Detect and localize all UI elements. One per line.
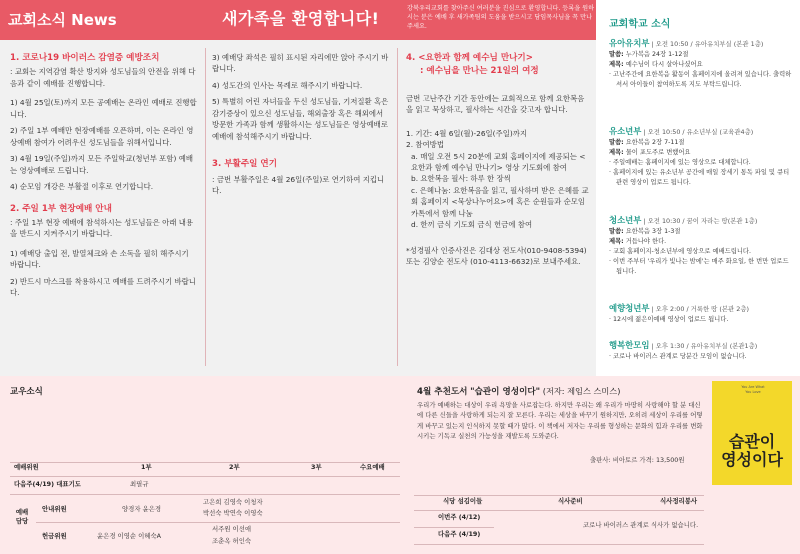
book-label: 4월 추천도서: [417, 387, 468, 397]
table-rule: [10, 462, 400, 463]
list-item: 5) 특별히 어린 자녀들을 두신 성도님들, 기저질환 혹은 감기증상이 있으신 성도님들, 해외출장 혹은 해외에서 방문한 가족과 함께 생활하시는 성도님들은 영상예배로 예배에 참석해주시기 바랍니다.: [212, 97, 389, 141]
school-group: [609, 339, 795, 362]
section-heading: 1. 코로나19 바이러스 감염증 예방조치: [10, 53, 160, 63]
cover-title-line: 습관이: [728, 432, 776, 451]
group-name: 예향청년부: [609, 303, 650, 313]
line-label: 제목:: [609, 61, 624, 69]
row-label: 안내위원: [42, 505, 67, 513]
section-intro: : 주일 1부 현장 예배에 참석하시는 성도님들은 아래 내용을 반드시 지켜주시기 바랍니다.: [10, 217, 194, 239]
line-text: · 이번 주부터 '우리가 빛나는 밤에'는 매주 화요일, 한 번만 업로드 됩니다.: [609, 258, 789, 276]
book-description: 우리가 예배하는 대상이 우리 욕망을 사로잡는다. 하지만 우리는 왜 우리가 마땅히 사랑해야 할 분 대신에 다른 신들을 사랑하게 되는지 잘 모른다. 우리는 세상을 바꾸기 원하지만, 오히려 세상이 우리를 어떻게 바꾸고 있는지 인식하지 못할 때가 많다. 이 책에서 저자는 우리를 형성하는 문화의 힘과 우리를 변화시키는 기독교 실천의 가능성을 재발도록 도와준다.: [417, 401, 703, 440]
period-line: 1. 기간: 4월 6일(월)-26일(주일)까지: [406, 128, 527, 138]
list-item: d. 한끼 금식 기도회 금식 헌금에 참여: [411, 220, 533, 230]
table-rule: [10, 476, 400, 477]
line-text: · 주일예배는 홈페이지에 있는 영상으로 대체합니다.: [609, 159, 751, 167]
group-info: | 오전 10:50 / 유아유치부실 (본관 1층): [651, 40, 764, 48]
news-column-1: [10, 52, 198, 304]
line-text: 요한복음 2장 7-11절: [623, 139, 685, 147]
school-group: [609, 125, 795, 188]
line-text: · 12시에 젊은이예배 영상이 업로드 됩니다.: [609, 316, 729, 324]
section-heading: 3. 부활주일 연기: [212, 159, 278, 170]
meal-note: 코로나 바이러스 관계로 식사가 없습니다.: [583, 521, 699, 529]
section-subheading: : 예수님을 만나는 21일의 여정: [420, 66, 539, 77]
column-divider: [205, 48, 206, 366]
group-name: 유소년부: [609, 126, 642, 136]
method-line: 2. 참여방법: [406, 140, 444, 150]
table-header: 예배위원: [14, 463, 39, 471]
table-header: 2부: [229, 463, 240, 471]
book-publisher: 출판사: 비아토르 가격: 13,500원: [590, 456, 685, 464]
line-text: 누가복음 24장 1-12절: [623, 51, 689, 59]
list-item: c. 은혜나눔: 요한복음을 읽고, 필사하며 받은 은혜를 교회 홈페이지 <묵상나누어요>에 혹은 순원들과 순모임 카톡에서 함께 나눔: [411, 185, 589, 218]
section-heading: 2. 주일 1부 현장예배 안내: [10, 203, 112, 214]
line-label: 제목:: [609, 238, 624, 246]
line-text: · 홈페이지에 있는 유소년부 공간에 매일 장세기 통독 파일 및 큐티 관련 영상이 업로드 됩니다.: [609, 169, 790, 187]
table-rule: [414, 495, 704, 496]
line-text: 물이 포도주로 변했어요: [623, 149, 691, 157]
offering-names: 서주원 이선애: [212, 525, 252, 533]
line-label: 말씀:: [609, 51, 624, 59]
table-rule: [36, 522, 400, 523]
school-group: [609, 302, 795, 325]
list-item: 2) 반드시 마스크를 착용하시고 예배를 드려주시기 바랍니다.: [10, 276, 196, 298]
book-author: (저자: 제임스 스미스): [540, 386, 621, 396]
table-header: 1부: [141, 463, 152, 471]
line-label: 제목:: [609, 149, 624, 157]
offering-names: 조춘옥 허인숙: [212, 537, 252, 545]
school-group: [609, 214, 795, 277]
table-rule: [10, 494, 400, 495]
list-item: 4) 성도간의 인사는 목례로 해주시기 바랍니다.: [212, 80, 363, 90]
book-cover-image: [712, 381, 792, 485]
table-header: 식당 섬김이들: [443, 497, 483, 505]
usher-names: 양경자 윤은경: [122, 505, 162, 513]
section-heading: 4. <요한과 함께 예수님 만나기>: [406, 53, 533, 63]
member-news-heading: 교우소식: [10, 387, 43, 397]
welcome-notice: 강북우리교회를 찾아주신 여러분을 진심으로 환영합니다. 등록을 원하시는 분은 예배 후 새가족팀의 도움을 받으시고 담임목사님을 꼭 만나주세요.: [407, 5, 595, 30]
school-group: [609, 37, 795, 90]
table-header: 식사준비: [558, 497, 583, 505]
line-label: 말씀:: [609, 139, 624, 147]
group-info: | 오전 10:50 / 유소년부실 (교육관4층): [643, 128, 754, 136]
list-item: 3) 예배당 좌석은 필히 표시된 자리에만 앉아 주시기 바랍니다.: [212, 53, 389, 74]
book-heading: [417, 385, 620, 399]
list-item: b. 요한복음 필사: 하루 한 장씩: [411, 174, 511, 184]
group-info: | 오전 10:30 / 꿈이 자라는 땅(본관 1층): [643, 217, 758, 225]
list-item: 2) 주일 1부 예배만 현장예배를 오픈하며, 이는 온라인 영상예배 참여가 어려우신 성도님들을 위해서입니다.: [10, 126, 194, 147]
line-text: · 고난주간에 요한복음 활동이 홈페이지에 올려져 있습니다. 출력하셔서 아이들이 참여하도록 지도 부탁드립니다.: [609, 71, 792, 89]
group-name: 유아유치부: [609, 38, 650, 48]
section-text: : 금번 부활주일은 4월 26일(주일)로 연기하여 지킵니다.: [212, 174, 385, 196]
usher-names: 박선숙 박연숙 이영숙: [203, 509, 263, 517]
list-item: 1) 4월 25일(토)까지 모든 공예배는 온라인 예배로 진행합니다.: [10, 98, 197, 119]
group-name: 청소년부: [609, 215, 642, 225]
table-header: 수요예배: [360, 463, 385, 471]
list-item: 1) 예배당 출입 전, 발열체크와 손 소독을 필히 해주시기 바랍니다.: [10, 248, 189, 270]
cover-small-text: You Are What You Love: [741, 385, 765, 395]
book-name: "습관이 영성이다": [470, 387, 541, 397]
group-info: | 오후 2:00 / 거룩한 땅 (본관 2층): [651, 305, 749, 313]
meal-week: 이번주 (4/12): [438, 513, 481, 521]
section-intro: : 교회는 지역감염 확산 방지와 성도님들의 안전을 위해 다음과 같이 예배를 진행합니다.: [10, 67, 196, 88]
church-news-title: 교회소식 News: [8, 11, 117, 29]
line-text: · 코로나 바이러스 관계로 당분간 모임이 없습니다.: [609, 353, 747, 361]
prayer-leader: 최필규: [130, 480, 149, 488]
group-info: | 오후 1:30 / 유아유치부실 (본관1층): [651, 342, 758, 350]
usher-names: 고은희 김영숙 이청자: [203, 498, 263, 506]
church-school-title: 교회학교 소식: [609, 19, 671, 30]
list-item: 3) 4월 19일(주일)까지 모든 주일학교(청년부 포함) 예배는 영상예배로 드립니다.: [10, 154, 193, 175]
news-column-3: [406, 52, 590, 268]
list-item: a. 매일 오전 5시 20분에 교회 홈페이지에 제공되는 <요한과 함께 예수님 만나기> 영상 기도회에 참여: [411, 151, 586, 172]
welcome-title: 새가족을 환영합니다!: [222, 9, 380, 28]
table-header: 3부: [311, 463, 322, 471]
duty-side-label: 예배 담당: [15, 508, 29, 525]
table-rule: [414, 544, 704, 545]
cover-title: [712, 433, 792, 468]
line-text: · 교회 홈페이지-청소년부에 영상으로 예배드립니다.: [609, 248, 752, 256]
table-rule: [414, 510, 704, 511]
line-text: 예수님이 다시 살아나셨어요: [623, 61, 703, 69]
offering-names: 윤은경 이영순 이혜숙A: [97, 532, 161, 540]
line-text: 요한복음 3장 1-3절: [623, 228, 681, 236]
group-name: 행복한모임: [609, 340, 650, 350]
meal-week: 다음주 (4/19): [438, 530, 481, 538]
section-intro: 금번 고난주간 기간 동안에는 교회적으로 함께 요한복음을 읽고 묵상하고, 필사하는 시간을 갖고자 합니다.: [406, 93, 585, 115]
table-header: 식사정리봉사: [660, 497, 698, 505]
table-rule: [414, 527, 494, 528]
row-label: 다음주(4/19) 대표기도: [14, 480, 81, 488]
section-footer: *성경필사 인증사진은 김대상 전도사(010-9408-5394) 또는 김양순 전도사 (010-4113-6632)로 보내주세요.: [406, 245, 587, 267]
column-divider: [397, 48, 398, 366]
cover-title-line: 영성이다: [721, 449, 783, 469]
line-label: 말씀:: [609, 228, 624, 236]
line-text: 거듭나야 한다.: [623, 238, 667, 246]
list-item: 4) 순모임 개강은 부활절 이후로 연기합니다.: [10, 182, 154, 192]
row-label: 헌금위원: [42, 532, 67, 540]
news-column-2: [212, 52, 392, 197]
